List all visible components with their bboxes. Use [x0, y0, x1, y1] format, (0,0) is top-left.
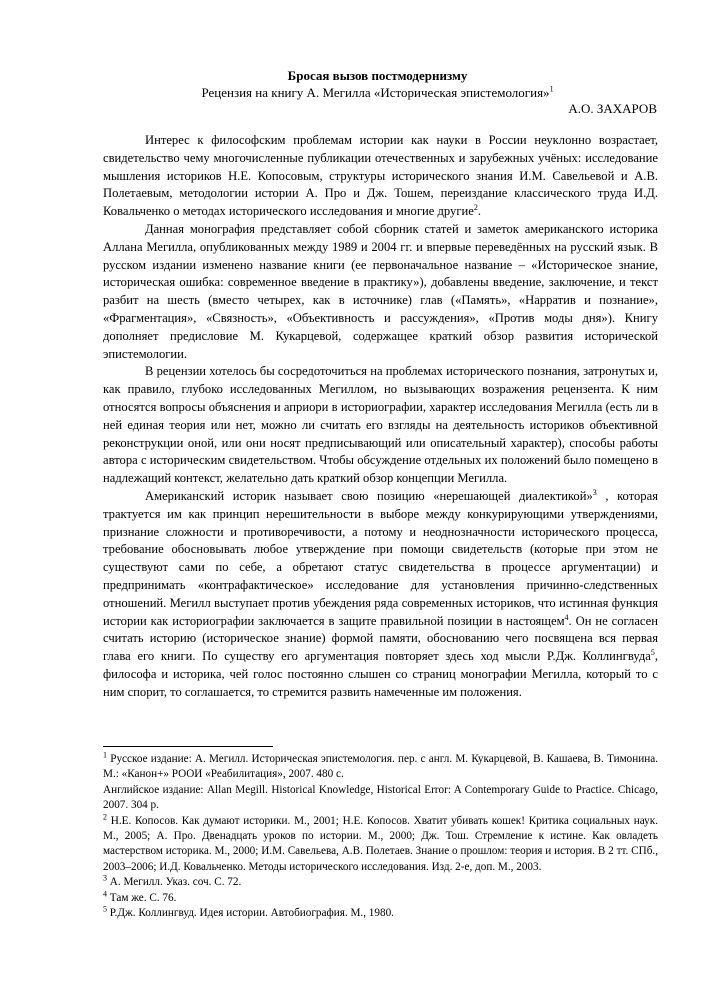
article-body: [103, 132, 658, 702]
footnote-ref-3[interactable]: 3: [592, 487, 597, 497]
footnote-number-4: 4: [103, 888, 107, 898]
paragraph-4-text-b: , которая трактуется им как принцип нерешительности в выборе между конкурирующими утверждениями, признание сложности и противоречивости, а потому и неоднозначности исторического процесса, требование обосновывать любое утверждение при помощи свидетельств (которые при этом не существуют сами по себе, а обретают статус свидетельства в процессе аргументации) и предпринимать «контрафактическое» исследование для установления причинно-следственных отношений. Мегилл выступает против убеждения ряда современных историков, что истинная функция истории как историографии заключается в защите правильной позиции в настоящем: [103, 488, 658, 628]
footnote-number-2: 2: [103, 811, 107, 821]
footnote-number-1: 1: [103, 750, 107, 760]
footnote-number-3: 3: [103, 873, 107, 883]
footnote-3-text: А. Мегилл. Указ. соч. С. 72.: [107, 876, 242, 889]
footnote-4-text: Там же. С. 76.: [107, 891, 177, 904]
footnote-2: [103, 811, 658, 876]
footnote-1: [103, 752, 658, 783]
paragraph-1: [103, 132, 658, 221]
footnote-1-english: Английское издание: Allan Megill. Historical Knowledge, Historical Error: A Contemporary Guide to Practice. Chicago, 2007. 304 p.: [103, 783, 658, 812]
paragraph-2: Данная монография представляет собой сборник статей и заметок американского историка Аллана Мегилла, опубликованных между 1989 и 2004 гг. и впервые переведённых на русский язык. В русском издании изменено название книги (ее первоначальное название – «Историческое знание, историческая ошибка: современное введение в практику»), добавлены введение, заключение, и текст разбит на шесть (вместо четырех, как в источнике) глав («Память», «Нарратив и познание», «Фрагментация», «Связность», «Объективность и рассуждения», «Против моды дня»). Книгу дополняет предисловие М. Кукарцевой, содержащее краткий обзор развития исторической эпистемологии.: [103, 221, 658, 361]
footnote-ref-2[interactable]: 2: [473, 203, 478, 212]
footnote-5-text: Р.Дж. Коллингвуд. Идея истории. Автобиография. М., 1980.: [107, 907, 394, 920]
paragraph-1-text: Интерес к философским проблемам истории как науки в России неуклонно возрастает, свидетельство чему многочисленные публикации отечественных и зарубежных учёных: исследование мышления историков Н.Е. Копосовым, структуры исторического знания И.М. Савельевой и А.В. Полетаевым, методологии истории А. Про и Дж. Тошем, переиздание классического труда И.Д. Ковальченко о методах исторического исследования и многие другие: [103, 133, 658, 219]
footnote-2-text: Н.Е. Копосов. Как думают историки. М., 2001; Н.Е. Копосов. Хватит убивать кошек! Критика социальных наук. М., 2005; А. Про. Двенадцать уроков по истории. М., 2000; Дж. Тош. Стремление к истине. Как овладеть мастерством историка. М., 2000; И.М. Савельева, А.В. Полетаев. Знание о прошлом: теория и история. В 2 тт. СПб., 2003–2006; И.Д. Ковальченко. Методы исторического исследования. Изд. 2-е, доп. М., 2003.: [103, 814, 658, 873]
footnote-ref-5[interactable]: 5: [650, 647, 655, 657]
subtitle-text: Рецензия на книгу А. Мегилла «Историческая эпистемология»: [201, 85, 550, 100]
paragraph-1-end: .: [477, 204, 481, 219]
article-title: Бросая вызов постмодернизму: [287, 68, 468, 83]
paragraph-4: [103, 488, 658, 702]
footnote-4: [103, 888, 658, 906]
footnote-number-5: 5: [103, 904, 107, 914]
footnotes: [103, 752, 658, 921]
footnote-divider: [103, 746, 273, 747]
footnote-5: [103, 906, 658, 921]
footnote-1-text: Русское издание: А. Мегилл. Историческая эпистемология. пер. с англ. М. Кукарцевой, В. Кашаева, В. Тимонина. М.: «Канон+» РООИ «Реабилитация», 2007. 480 с.: [103, 753, 658, 781]
paragraph-4-text-d: , философа и историка, чей голос постоянно слышен со страниц монографии Мегилла, который то с ним спорит, то соглашается, то стремится развить намеченные им положения.: [103, 649, 658, 699]
footnote-3: [103, 875, 658, 890]
article-author: А.О. ЗАХАРОВ: [568, 101, 657, 116]
paragraph-4-text-a: Американский историк называет свою позицию «нерешающей диалектикой»: [145, 488, 593, 503]
footnote-ref-1[interactable]: 1: [549, 84, 554, 94]
footnote-ref-4[interactable]: 4: [564, 612, 569, 622]
paragraph-3: В рецензии хотелось бы сосредоточиться на проблемах исторического познания, затронутых и, как правило, глубоко исследованных Мегиллом, но вызывающих возражения рецензента. К ним относятся вопросы объяснения и априори в историографии, характер исследования Мегилла (есть ли в ней единая теория или нет, можно ли считать его взгляды на деятельность историков объективной реконструкции оной, или они носят предписывающий или описательный характер), способы работы автора с историческим свидетельством. Чтобы обсуждение отдельных их положений было помещено в надлежащий контекст, желательно дать краткий обзор концепции Мегилла.: [103, 364, 658, 486]
paragraph-4-text-c: . Он не согласен считать историю (историческое знание) формой памяти, обоснованию чего посвящена вся первая глава его книги. По существу его аргументация повторяет здесь ход мысли Р.Дж. Коллингвуда: [103, 613, 658, 664]
